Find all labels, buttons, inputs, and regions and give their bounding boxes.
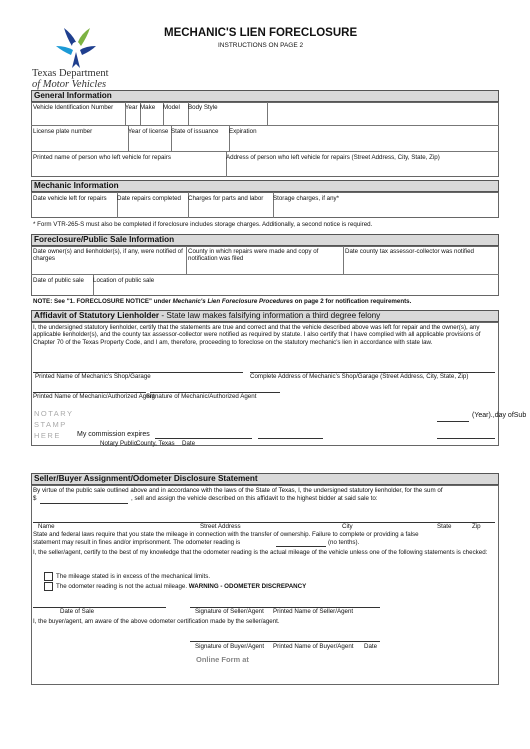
logo-text-line1: Texas Department (32, 68, 109, 79)
note-text: NOTE: See "1. FORECLOSURE NOTICE" under Mechanic's Lien Foreclosure Procedures on page 2 for notification requirements. (33, 298, 412, 305)
not-actual-mileage-checkbox[interactable] (44, 582, 53, 591)
storage-footnote: * Form VTR-265-S must also be completed if foreclosure includes storage charges. Additionally, a second notice is required. (33, 221, 373, 228)
owner-address-label: Address of person who left vehicle for repairs (Street Address, City, State, Zip) (226, 154, 440, 161)
date-of-sale-label: Date of Sale (60, 608, 95, 615)
shop-address-label: Complete Address of Mechanic's Shop/Garage (Street Address, City, State, Zip) (250, 373, 469, 380)
vin-label: Vehicle Identification Number (33, 104, 114, 111)
txdmv-logo (32, 24, 124, 94)
mileage-excess-label: The mileage stated is in excess of the mechanical limits. (56, 573, 211, 580)
county-repairs-label: County in which repairs were made and copy of notification was filed (188, 248, 319, 263)
dollar-sign: $ (33, 495, 37, 502)
buyer-city-label: City (342, 523, 353, 530)
model-label: Model (163, 104, 180, 111)
buyer-name-label: Name (38, 523, 55, 530)
general-information-heading: General Information (31, 90, 499, 102)
date-completed-label: Date repairs completed (117, 195, 181, 202)
buyer-signature-label: Signature of Buyer/Agent (195, 643, 265, 650)
online-form-text: Online Form at (196, 655, 249, 664)
affidavit-body: I, the undersigned statutory lienholder, certify that the statements are true and correct and that the vehicle described above was left for repair and the owner(s), any applicable lienholder(s), and the county tax assessor-collector were notified as required by statute. I also certify that I have complied with all applicable provisions of Chapter 70 of the Texas Property Code, and I am, therefore, proceeding to foreclose on the statutory mechanic's lien in accordance with state law. (33, 324, 481, 346)
mileage-law-line2: statement may result in fines and/or imprisonment. The odometer reading is (33, 539, 241, 546)
page-subtitle: INSTRUCTIONS ON PAGE 2 (218, 42, 304, 49)
agent-name-label: Printed Name of Mechanic/Authorized Agent (33, 393, 155, 400)
date-public-sale-label: Date of public sale (33, 277, 84, 284)
general-information-box (31, 102, 499, 177)
charges-parts-label: Charges for parts and labor (188, 195, 264, 202)
year-label: Year (125, 104, 138, 111)
mileage-excess-checkbox[interactable] (44, 572, 53, 581)
star-logo-icon (50, 24, 102, 70)
shop-name-label: Printed Name of Mechanic's Shop/Garage (35, 373, 151, 380)
seller-certify-text: I, the seller/agent, certify to the best of my knowledge that the odometer reading is the actual mileage of the vehicle unless one of the following statements is checked: (33, 549, 488, 556)
mechanic-information-heading: Mechanic Information (31, 180, 499, 192)
seller-buyer-heading: Seller/Buyer Assignment/Odometer Disclosure Statement (31, 473, 499, 485)
commission-expires-label: My commission expires (77, 431, 150, 438)
notary-stamp-area: NOTARY STAMP HERE (34, 409, 74, 440)
buyer-zip-label: Zip (472, 523, 481, 530)
plate-label: License plate number (33, 128, 93, 135)
seller-signature-label: Signature of Seller/Agent (195, 608, 264, 615)
county-texas-label: County, Texas (136, 440, 175, 447)
sell-assign-text: , sell and assign the vehicle described on this affidavit to the highest bidder at said sale to: (131, 495, 378, 502)
body-style-label: Body Style (188, 104, 218, 111)
sale-sum-text: By virtue of the public sale outlined above and in accordance with the laws of the State of Texas, I, the undersigned statutory lienholder, for the sum of (33, 487, 443, 494)
notary-date-label: Date (182, 440, 196, 447)
buyer-printed-name-label: Printed Name of Buyer/Agent (273, 643, 354, 650)
buyer-state-label: State (437, 523, 452, 530)
location-public-sale-label: Location of public sale (93, 277, 155, 284)
agent-signature-label: Signature of Mechanic/Authorized Agent (146, 393, 257, 400)
seller-printed-name-label: Printed Name of Seller/Agent (273, 608, 354, 615)
buyer-date-label: Date (364, 643, 378, 650)
buyer-aware-text: I, the buyer/agent, am aware of the above odometer certification made by the seller/agent. (33, 618, 280, 625)
foreclosure-heading: Foreclosure/Public Sale Information (31, 234, 499, 246)
make-label: Make (140, 104, 156, 111)
affidavit-heading: Affidavit of Statutory Lienholder - State law makes falsifying information a third degree felony (31, 310, 499, 322)
printed-name-label: Printed name of person who left vehicle for repairs (33, 154, 171, 161)
notary-public-label: Notary Public (100, 440, 137, 447)
logo-text-line2: of Motor Vehicles (32, 79, 107, 90)
expiration-label: Expiration (229, 128, 257, 135)
date-county-tax-label: Date county tax assessor-collector was notified (345, 248, 474, 255)
owners-notified-label: Date owner(s) and lienholder(s), if any, were notified of charges (33, 248, 183, 263)
page-title: MECHANIC'S LIEN FORECLOSURE (164, 27, 358, 39)
storage-charges-label: Storage charges, if any* (273, 195, 340, 202)
mileage-law-line1: State and federal laws require that you state the mileage in connection with the transfer of ownership. Failure to complete or providing a false (33, 531, 419, 538)
sale-amount-field[interactable] (40, 503, 128, 504)
not-actual-mileage-text: The odometer reading is not the actual mileage. WARNING - ODOMETER DISCREPANCY (56, 583, 307, 590)
year-of-license-label: Year of license (128, 128, 169, 135)
no-tenths-text: (no tenths). (328, 539, 360, 546)
odometer-reading-field[interactable] (276, 546, 326, 547)
year-day-text: (Year).,day ofSub (472, 412, 527, 419)
buyer-street-label: Street Address (200, 523, 241, 530)
state-of-issuance-label: State of issuance (171, 128, 219, 135)
date-left-label: Date vehicle left for repairs (33, 195, 107, 202)
